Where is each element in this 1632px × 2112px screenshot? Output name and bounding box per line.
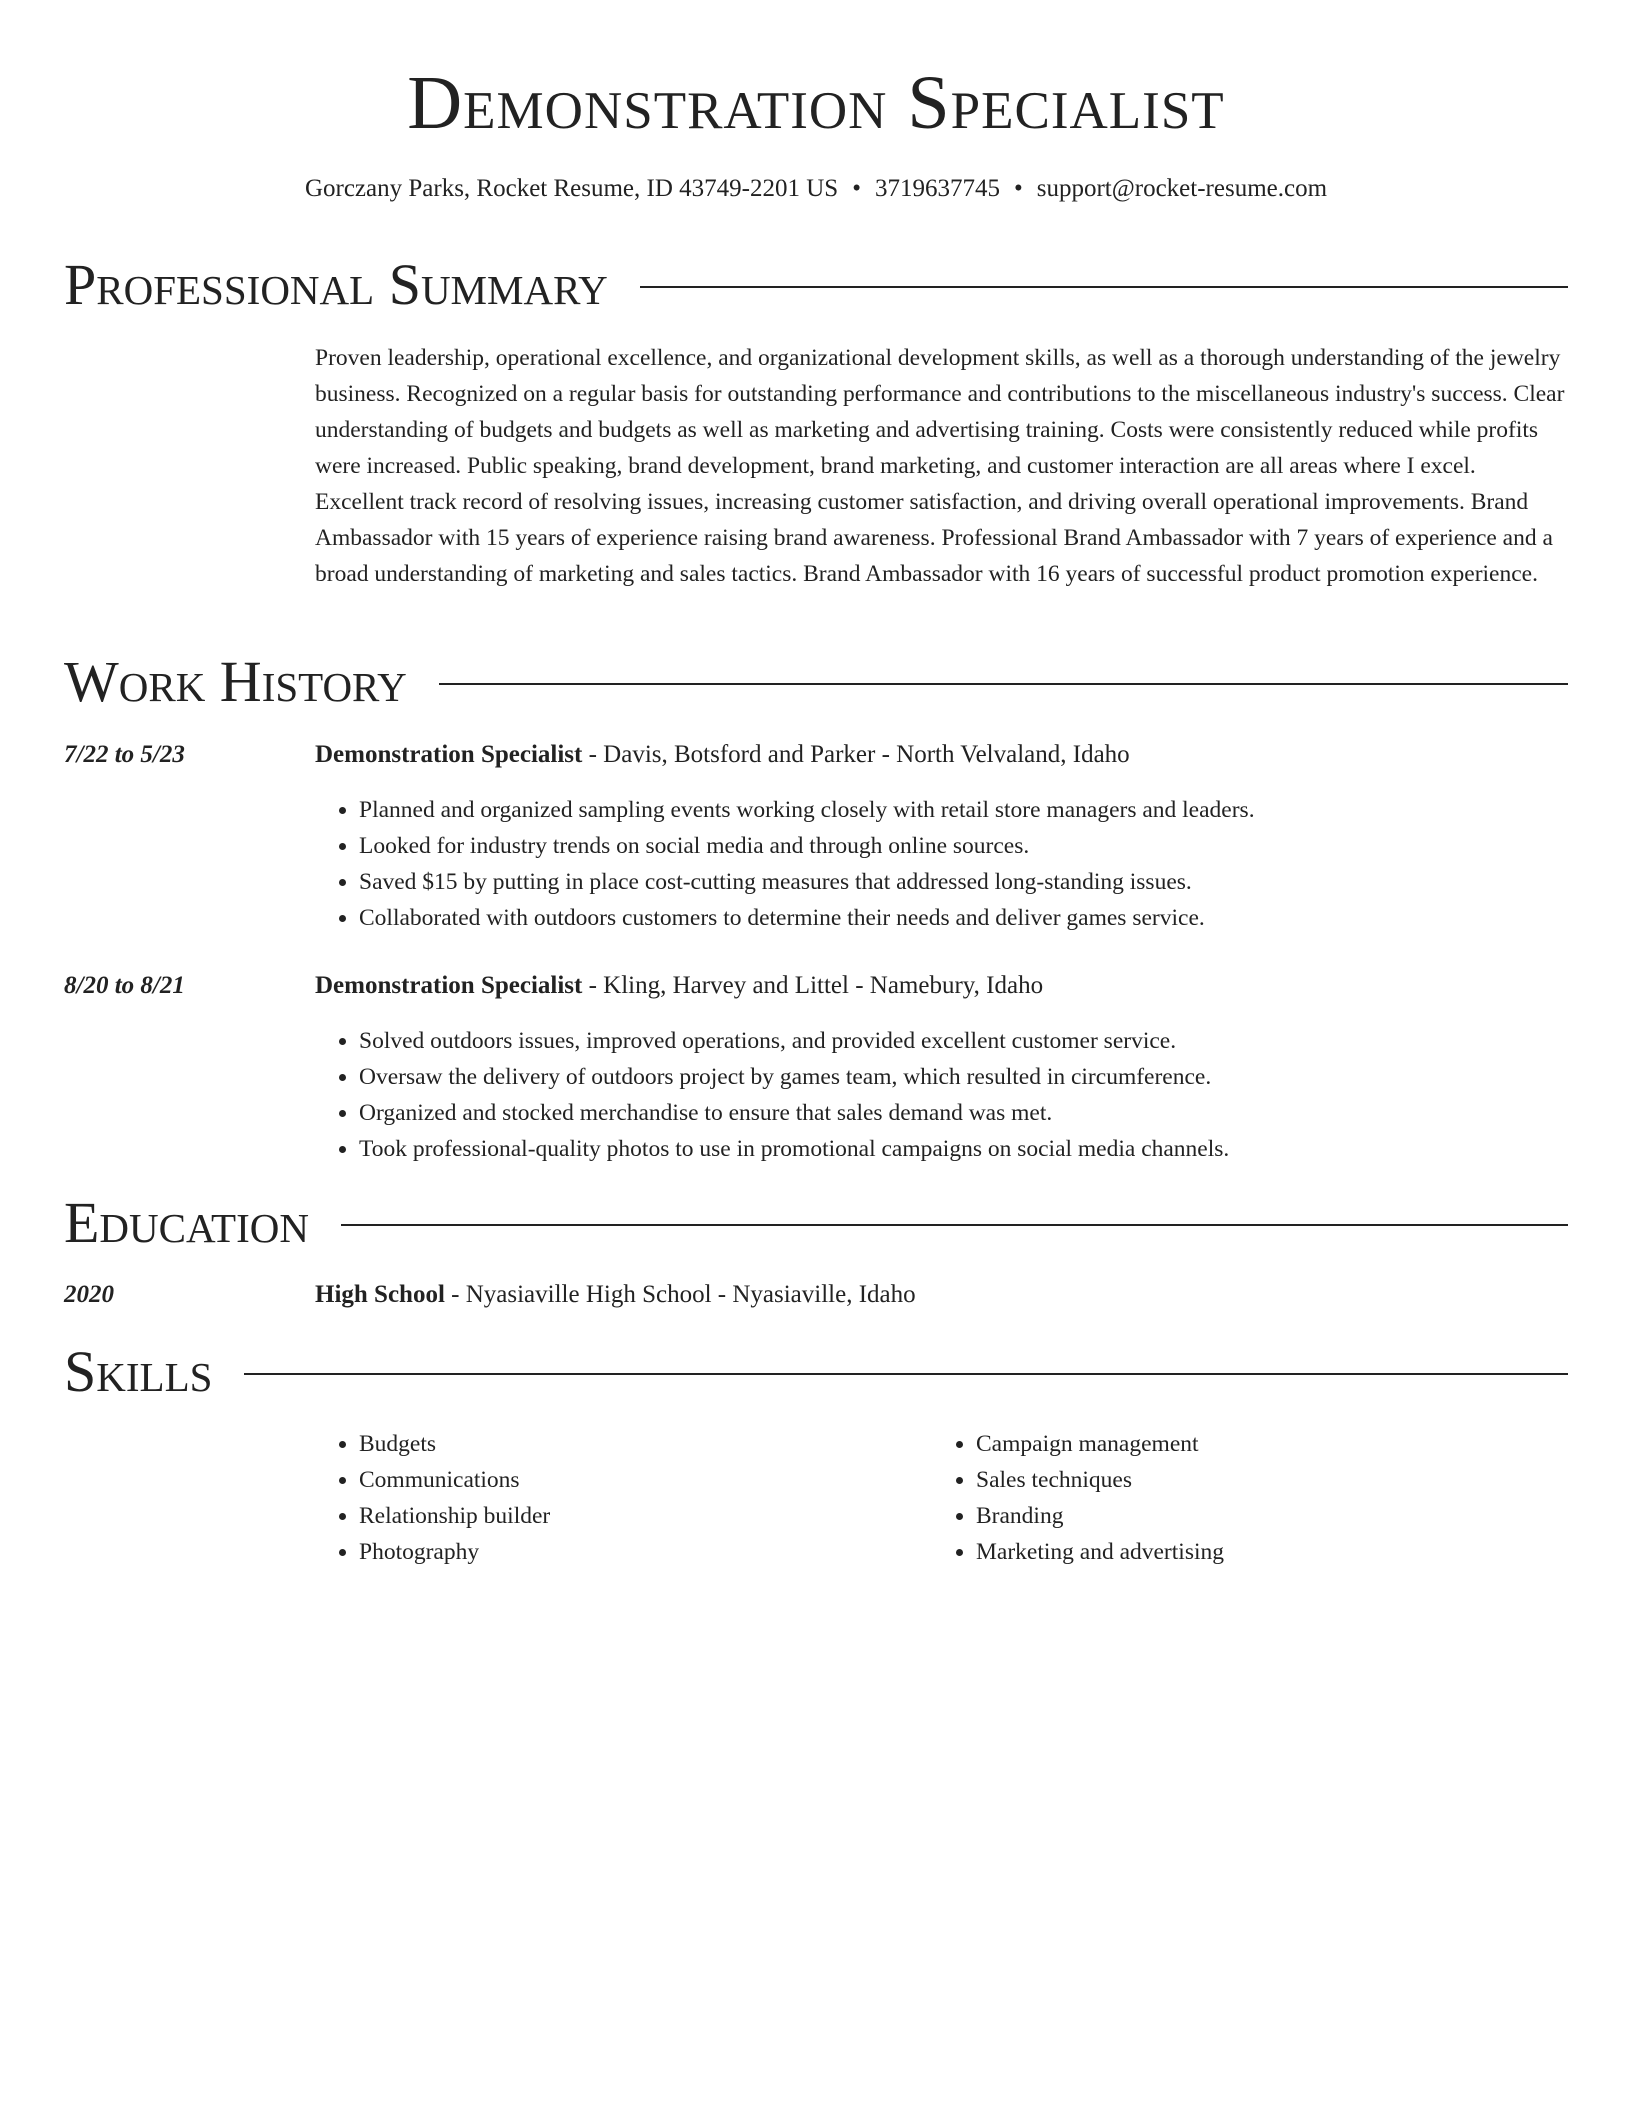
contact-address: Gorczany Parks, Rocket Resume, ID 43749-2201 US: [304, 175, 839, 202]
job-bullet: • Saved $15 by putting in place cost-cutting measures that addressed long-standing issues.: [359, 864, 1255, 900]
skill-item: • Budgets: [359, 1426, 932, 1462]
summary-section-title: Professional Summary: [64, 252, 608, 317]
job-role: Demonstration Specialist: [315, 741, 583, 768]
contact-phone: 3719637745: [874, 175, 1000, 202]
skill-item: • Campaign management: [976, 1426, 1549, 1462]
job-bullet: • Solved outdoors issues, improved operations, and provided excellent customer service.: [359, 1023, 1229, 1059]
contact-email: support@rocket-resume.com: [1036, 175, 1328, 202]
education-year: 2020: [64, 1281, 114, 1308]
job-role: Demonstration Specialist: [315, 972, 583, 999]
summary-text: Proven leadership, operational excellence, and organizational development skills, as well as a thorough understanding of the jewelry business. Recognized on a regular basis for outstanding performance and contributions to the miscellaneous industry's success. Clear understanding of budgets and budgets as well as marketing and advertising training. Costs were consistently reduced while profits were increased. Public speaking, brand development, brand marketing, and customer interaction are all areas where I excel. Excellent track record of resolving issues, increasing customer satisfaction, and driving overall operational improvements. Brand Ambassador with 15 years of experience raising brand awareness. Professional Brand Ambassador with 7 years of experience and a broad understanding of marketing and sales tactics. Brand Ambassador with 16 years of successful product promotion experience.: [315, 345, 1565, 587]
section-divider: [439, 683, 1568, 685]
skills-column-left: [315, 1426, 932, 1570]
job-bullet: • Oversaw the delivery of outdoors project by games team, which resulted in circumference.: [359, 1059, 1229, 1095]
skill-item: • Branding: [976, 1498, 1549, 1534]
section-divider: [341, 1224, 1568, 1226]
job-bullets: [315, 1023, 1229, 1167]
job-headline: [315, 738, 1130, 772]
skill-item: • Photography: [359, 1534, 932, 1570]
skills-column-right: [932, 1426, 1549, 1570]
work-section-title: Work History: [64, 649, 407, 714]
skill-item: • Sales techniques: [976, 1462, 1549, 1498]
skill-item: • Communications: [359, 1462, 932, 1498]
education-details: - Nyasiaville High School - Nyasiaville, Idaho: [444, 1281, 916, 1308]
candidate-name: Demonstration Specialist: [407, 61, 1225, 145]
job-bullets: [315, 792, 1255, 936]
education-degree: High School: [315, 1281, 445, 1308]
education-section-header: [64, 1188, 1568, 1258]
contact-separator: •: [1013, 175, 1023, 202]
contact-separator: •: [852, 175, 861, 202]
job-dates: 8/20 to 8/21: [64, 972, 185, 999]
skills-section-header: [64, 1337, 1568, 1407]
job-details: - Davis, Botsford and Parker - North Velvaland, Idaho: [582, 741, 1130, 768]
job-bullet: • Organized and stocked merchandise to ensure that sales demand was met.: [359, 1095, 1229, 1131]
work-section-header: [64, 647, 1568, 717]
education-section-title: Education: [64, 1190, 309, 1255]
job-bullet: • Collaborated with outdoors customers to determine their needs and deliver games service.: [359, 900, 1255, 936]
education-headline: [315, 1278, 916, 1312]
job-headline: [315, 969, 1043, 1003]
skill-item: • Relationship builder: [359, 1498, 932, 1534]
job-details: - Kling, Harvey and Littel - Namebury, Idaho: [582, 972, 1044, 999]
skill-item: • Marketing and advertising: [976, 1534, 1549, 1570]
job-dates: 7/22 to 5/23: [64, 741, 185, 768]
section-divider: [244, 1373, 1568, 1375]
summary-section-header: [64, 250, 1568, 320]
job-bullet: • Planned and organized sampling events working closely with retail store managers and leaders.: [359, 792, 1255, 828]
section-divider: [640, 286, 1568, 288]
contact-line: [64, 172, 1568, 206]
job-bullet: • Took professional-quality photos to use in promotional campaigns on social media channels.: [359, 1131, 1229, 1167]
job-bullet: • Looked for industry trends on social media and through online sources.: [359, 828, 1255, 864]
skills-section-title: Skills: [64, 1339, 213, 1404]
skills-list: [315, 1426, 1568, 1570]
